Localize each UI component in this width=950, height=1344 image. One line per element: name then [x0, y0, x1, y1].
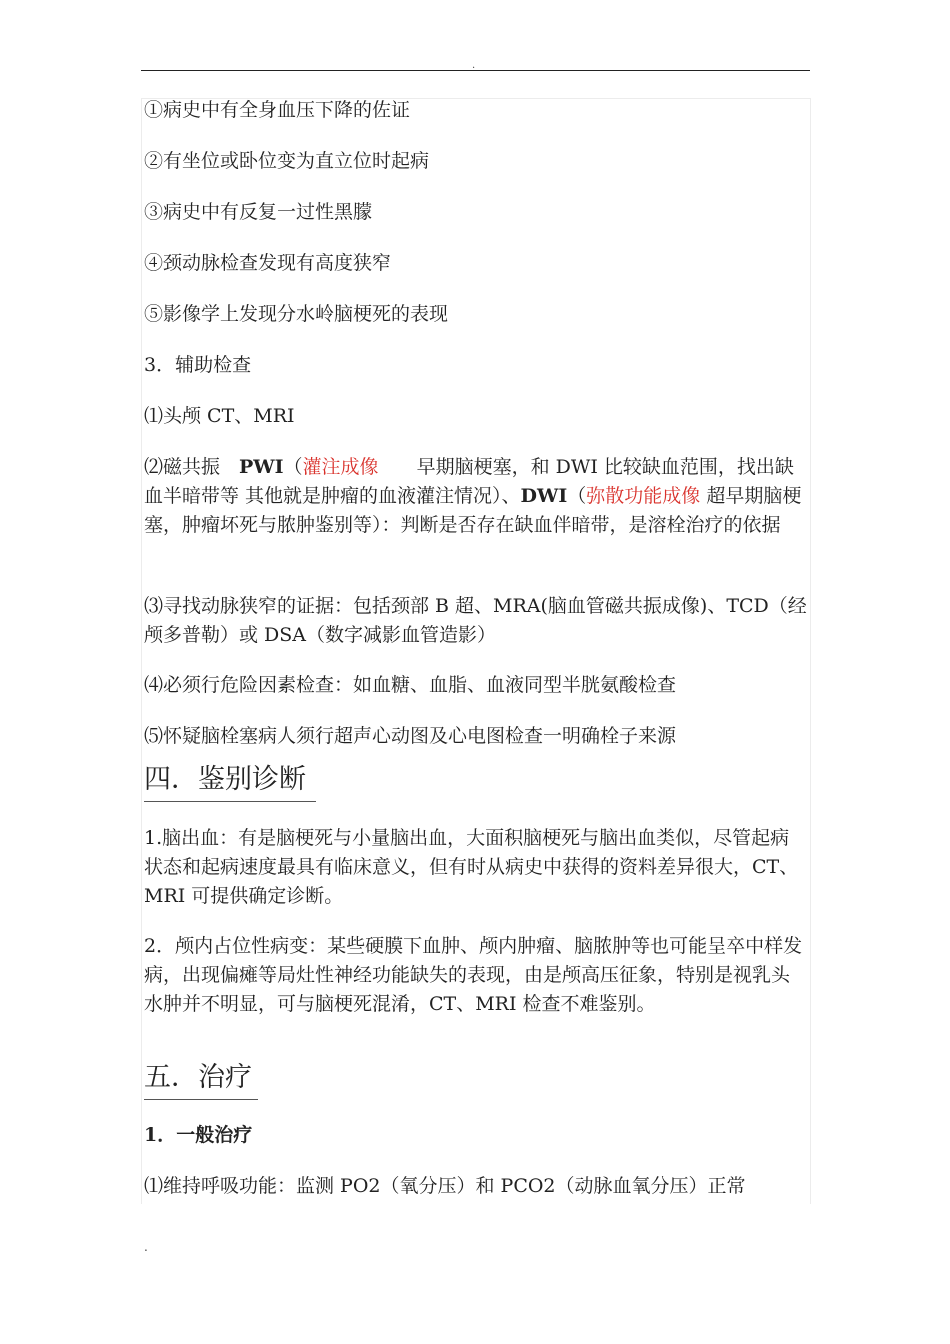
dwi-term: DWI — [520, 485, 568, 507]
aux-item-2-g: （ — [567, 485, 587, 507]
section-5-subheading: 1．一般治疗 — [144, 1124, 253, 1146]
criterion-4: ④颈动脉检查发现有高度狭窄 — [144, 252, 392, 274]
header-rule — [141, 70, 810, 71]
aux-item-4: ⑷必须行危险因素检查：如血糖、血脂、血液同型半胱氨酸检查 — [144, 674, 677, 696]
criterion-5: ⑤影像学上发现分水岭脑梗死的表现 — [144, 303, 449, 325]
criterion-1: ①病史中有全身血压下降的佐证 — [144, 99, 411, 121]
aux-item-1: ⑴头颅 CT、MRI — [144, 405, 295, 427]
section-5-rule — [144, 1099, 258, 1100]
section-5-para-1: ⑴维持呼吸功能：监测 PO2（氧分压）和 PCO2（动脉血氧分压）正常 — [144, 1175, 746, 1197]
criterion-2: ②有坐位或卧位变为直立位时起病 — [144, 150, 430, 172]
aux-item-2-e: 早期脑梗塞，和 DWI 比较缺血范围，找出缺血半暗带等 其他就是肿瘤的血液灌注情况）、 — [144, 456, 794, 507]
section-4-para-1: 1.脑出血：有是脑梗死与小量脑出血，大面积脑梗死与脑出血类似，尽管起病状态和起病速度最具有临床意义，但有时从病史中获得的资料差异很大，CT、MRI 可提供确定诊断。 — [144, 827, 799, 907]
section-4-para-2: 2．颅内占位性病变：某些硬膜下血肿、颅内肿瘤、脑脓肿等也可能呈卒中样发病，出现偏瘫等局灶性神经功能缺失的表现，由是颅高压征象，特别是视乳头水肿并不明显，可与脑梗死混淆，CT、MRI 检查不难鉴别。 — [144, 935, 803, 1015]
criterion-3: ③病史中有反复一过性黑朦 — [144, 201, 373, 223]
section-5-title: 五．治疗 — [144, 1062, 252, 1093]
aux-heading: 3．辅助检查 — [144, 354, 252, 376]
aux-item-5: ⑸怀疑脑栓塞病人须行超声心动图及心电图检查一明确栓子来源 — [144, 725, 677, 747]
aux-item-2 — [144, 453, 808, 540]
aux-item-2-c: （ — [283, 456, 303, 478]
header-mark: . — [472, 60, 476, 71]
section-4-title: 四．鉴别诊断 — [144, 764, 306, 795]
section-4-rule — [144, 801, 316, 802]
pwi-definition: 灌注成像 — [302, 456, 379, 478]
aux-item-2-a: ⑵磁共振 — [144, 456, 240, 478]
dwi-definition: 弥散功能成像 — [586, 485, 701, 507]
footer-mark: . — [144, 1240, 148, 1254]
aux-item-2-i: 超早期脑梗塞，肿瘤坏死与脓肿鉴别等）：判断是否存在缺血伴暗带，是溶栓治疗的依据 — [144, 485, 802, 536]
pwi-term: PWI — [239, 456, 284, 478]
aux-item-3: ⑶寻找动脉狭窄的证据：包括颈部 B 超、MRA(脑血管磁共振成像)、TCD（经颅多普勒）或 DSA（数字减影血管造影） — [144, 595, 807, 646]
